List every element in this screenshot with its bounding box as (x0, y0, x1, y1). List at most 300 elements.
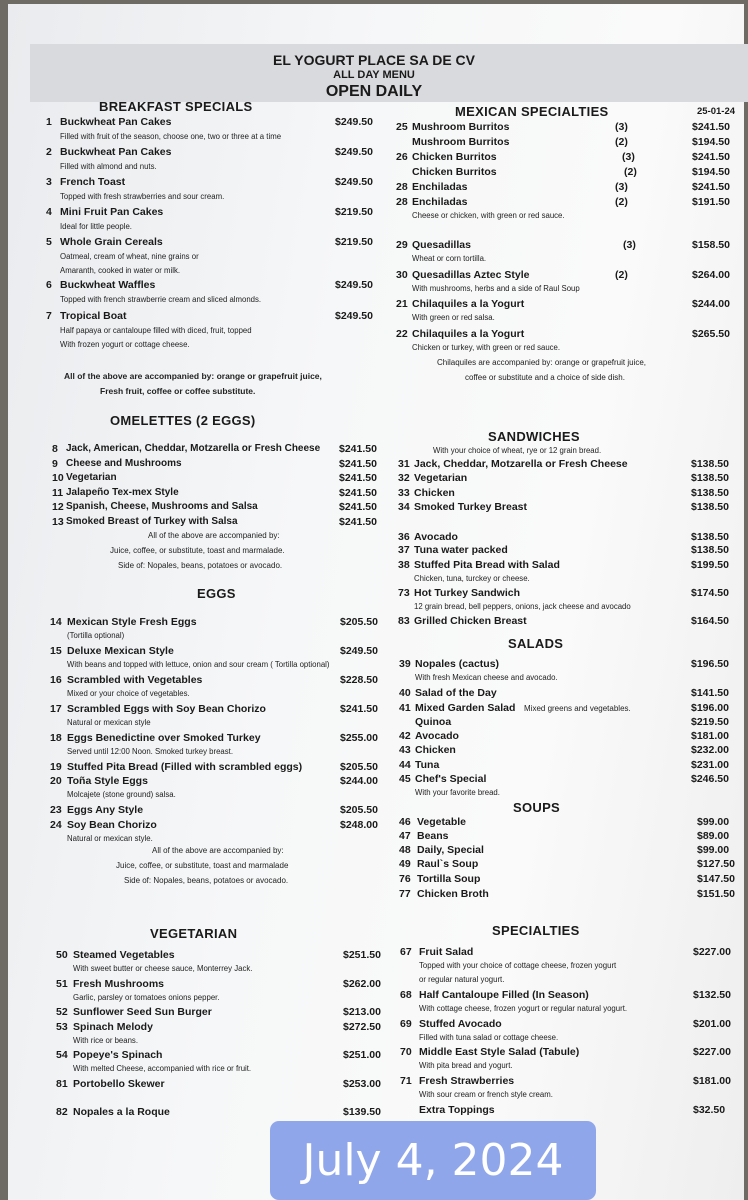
item-price: $246.50 (691, 773, 729, 785)
item-name: Daily, Special (417, 844, 484, 856)
item-name: Portobello Skewer (73, 1078, 165, 1090)
item-number: 2 (46, 146, 52, 158)
item-description: Filled with fruit of the season, choose one, two or three at a time (60, 132, 282, 141)
item-name: Fresh Mushrooms (73, 978, 165, 990)
item-number: 77 (399, 888, 411, 900)
item-price: $227.00 (693, 1046, 731, 1058)
menu-item (0, 674, 748, 688)
item-name: Scrambled with Vegetables (67, 674, 203, 686)
item-description: Natural or mexican style. (67, 834, 153, 843)
item-name: Vegetable (417, 816, 467, 828)
breakfast-note-2: Fresh fruit, coffee or coffee substitute. (100, 386, 256, 396)
item-price: $141.50 (691, 687, 729, 699)
item-price: $241.50 (339, 516, 377, 528)
item-price: $164.50 (691, 615, 729, 627)
item-price: $138.50 (691, 544, 729, 556)
item-price: $219.50 (335, 236, 373, 248)
item-description: With cottage cheese, frozen yogurt or regular natural yogurt. (419, 1004, 628, 1013)
item-number: 25 (396, 121, 408, 133)
breakfast-note-1: All of the above are accompanied by: orange or grapefruit juice, (64, 371, 322, 381)
menu-item (0, 687, 748, 701)
item-name: Soy Bean Chorizo (67, 819, 157, 831)
item-name: Mushroom Burritos (412, 121, 510, 133)
item-name: Tropical Boat (60, 310, 127, 322)
item-description: With your favorite bread. (415, 788, 500, 797)
item-price: $241.50 (339, 458, 377, 470)
item-price: $138.50 (691, 501, 729, 513)
item-number: 40 (399, 687, 411, 699)
item-number: 15 (50, 645, 62, 657)
item-description: Topped with fresh strawberries and sour cream. (60, 192, 225, 201)
item-number: 69 (400, 1018, 412, 1030)
item-quantity: (3) (615, 121, 628, 133)
item-name: Fresh Strawberries (419, 1075, 515, 1087)
item-description: With melted Cheese, accompanied with rice or fruit. (73, 1064, 252, 1073)
item-description: or regular natural yogurt. (419, 975, 505, 984)
item-number: 24 (50, 819, 62, 831)
item-price: $219.50 (335, 206, 373, 218)
item-price: $213.00 (343, 1006, 381, 1018)
menu-item (0, 531, 748, 545)
item-price: $249.50 (340, 645, 378, 657)
item-number: 36 (398, 531, 410, 543)
item-description: (Tortilla optional) (67, 631, 125, 640)
item-description: Garlic, parsley or tomatoes onions pepper. (73, 993, 220, 1002)
mexican-note-2: coffee or substitute and a choice of side dish. (465, 373, 625, 382)
menu-item (0, 615, 748, 629)
section-breakfast-title: BREAKFAST SPECIALS (99, 99, 253, 114)
item-price: $89.00 (697, 830, 730, 842)
item-price: $249.50 (335, 146, 373, 158)
item-name: Raul`s Soup (417, 858, 479, 870)
item-number: 3 (46, 176, 52, 188)
item-number: 4 (46, 206, 52, 218)
item-price: $253.00 (343, 1078, 381, 1090)
menu-item (0, 858, 748, 872)
item-price: $205.50 (340, 616, 378, 628)
item-price: $196.50 (691, 658, 729, 670)
item-name: Nopales a la Roque (73, 1106, 170, 1118)
item-quantity: (3) (615, 181, 628, 193)
item-name: Tortilla Soup (417, 873, 481, 885)
item-price: $249.50 (335, 176, 373, 188)
item-number: 5 (46, 236, 52, 248)
item-number: 11 (52, 487, 64, 499)
section-sandwiches-title: SANDWICHES (488, 429, 580, 444)
menu-item (0, 1046, 748, 1060)
item-price: $158.50 (692, 239, 730, 251)
item-description: Filled with tuna salad or cottage cheese. (419, 1033, 559, 1042)
menu-item (0, 946, 748, 960)
item-price: $138.50 (691, 487, 729, 499)
item-name: Eggs Benedictine over Smoked Turkey (67, 732, 261, 744)
menu-item (0, 1104, 748, 1118)
item-name: Fruit Salad (419, 946, 474, 958)
menu-item (0, 759, 748, 773)
item-number: 50 (56, 949, 68, 961)
menu-item (0, 298, 748, 312)
item-name: Avocado (415, 730, 459, 742)
item-price: $244.00 (692, 298, 730, 310)
item-description: Mixed or your choice of vegetables. (67, 689, 190, 698)
item-name: Nopales (cactus) (415, 658, 500, 670)
item-description: Topped with your choice of cottage cheese, frozen yogurt (419, 961, 617, 970)
item-description: With mushrooms, herbs and a side of Raul Soup (412, 284, 580, 293)
photo-date: July 4, 2024 (302, 1135, 564, 1186)
menu-item (0, 989, 748, 1003)
item-price: $232.00 (691, 744, 729, 756)
item-price: $205.50 (340, 804, 378, 816)
item-price: $272.50 (343, 1021, 381, 1033)
item-name: Chicken Burritos (412, 151, 497, 163)
item-price: $181.00 (691, 730, 729, 742)
item-description: Molcajete (stone ground) salsa. (67, 790, 176, 799)
item-number: 21 (396, 298, 408, 310)
item-name: Whole Grain Cereals (60, 236, 163, 248)
item-description: With fresh Mexican cheese and avocado. (415, 673, 558, 682)
item-name: Mixed Garden Salad (415, 702, 516, 714)
item-number: 76 (399, 873, 411, 885)
item-number: 39 (399, 658, 411, 670)
eggs-note-3: Side of: Nopales, beans, potatoes or avocado. (124, 876, 289, 885)
item-price: $151.50 (697, 888, 735, 900)
item-quantity: (2) (615, 196, 628, 208)
item-name: Tuna (415, 759, 440, 771)
item-name: Buckwheat Waffles (60, 279, 156, 291)
menu-item (0, 328, 748, 342)
item-price: $231.00 (691, 759, 729, 771)
item-price: $241.50 (339, 443, 377, 455)
item-number: 37 (398, 544, 410, 556)
item-price: $219.50 (691, 716, 729, 728)
item-number: 31 (398, 458, 410, 470)
item-description: Oatmeal, cream of wheat, nine grains or (60, 252, 199, 261)
item-name: Smoked Turkey Breast (414, 501, 528, 513)
item-number: 26 (396, 151, 408, 163)
menu-item (0, 458, 748, 472)
item-price: $194.50 (692, 166, 730, 178)
menu-item (0, 196, 748, 210)
item-description: Chicken, tuna, turckey or cheese. (414, 574, 530, 583)
item-name: Spanish, Cheese, Mushrooms and Salsa (66, 501, 258, 512)
omelettes-note-2: Juice, coffee, or substitute, toast and marmalade. (110, 546, 285, 555)
item-name: Toña Style Eggs (67, 775, 148, 787)
item-number: 45 (399, 773, 411, 785)
item-price: $32.50 (693, 1104, 726, 1116)
menu-item (0, 716, 748, 730)
item-number: 23 (50, 804, 62, 816)
item-description: 12 grain bread, bell peppers, onions, jack cheese and avocado (414, 602, 631, 611)
item-price: $241.50 (692, 151, 730, 163)
item-description: Cheese or chicken, with green or red sauce. (412, 211, 565, 220)
item-number: 17 (50, 703, 62, 715)
menu-item (0, 844, 748, 858)
item-name: Chef's Special (415, 773, 487, 785)
item-description: Filled with almond and nuts. (60, 162, 157, 171)
item-name: Quesadillas Aztec Style (412, 269, 530, 281)
menu-item (0, 744, 748, 758)
item-name: Spinach Melody (73, 1021, 153, 1033)
item-name: Avocado (414, 531, 458, 543)
menu-item (0, 658, 748, 672)
item-name: Mini Fruit Pan Cakes (60, 206, 164, 218)
item-number: 73 (398, 587, 410, 599)
item-name: Jack, American, Cheddar, Motzarella or Fresh Cheese (66, 443, 321, 454)
menu-item (0, 873, 748, 887)
item-name: Popeye's Spinach (73, 1049, 163, 1061)
menu-item (0, 645, 748, 659)
item-name: Quesadillas (412, 239, 471, 251)
item-number: 30 (396, 269, 408, 281)
item-name: Deluxe Mexican Style (67, 645, 174, 657)
item-price: $139.50 (343, 1106, 381, 1118)
item-name: Tuna water packed (414, 544, 508, 556)
item-name: Chicken (415, 744, 456, 756)
item-description: Wheat or corn tortilla. (412, 254, 487, 263)
menu-item (0, 544, 748, 558)
item-number: 22 (396, 328, 408, 340)
section-mexican-title: MEXICAN SPECIALTIES (455, 104, 609, 119)
item-number: 1 (46, 116, 52, 128)
section-omelettes-title: OMELETTES (2 EGGS) (110, 413, 256, 428)
item-name: Vegetarian (66, 472, 117, 483)
menu-item (0, 888, 748, 902)
item-number: 42 (399, 730, 411, 742)
item-price: $228.50 (340, 674, 378, 686)
item-price: $127.50 (697, 858, 735, 870)
item-name: Enchiladas (412, 181, 468, 193)
item-number: 44 (399, 759, 411, 771)
item-description: With frozen yogurt or cottage cheese. (60, 340, 190, 349)
item-price: $138.50 (691, 458, 729, 470)
item-number: 10 (52, 472, 64, 484)
item-name: Quinoa (415, 716, 452, 728)
menu-item (0, 1018, 748, 1032)
item-price: $265.50 (692, 328, 730, 340)
item-price: $241.50 (339, 472, 377, 484)
item-name: Middle East Style Salad (Tabule) (419, 1046, 580, 1058)
item-price: $147.50 (697, 873, 735, 885)
menu-item (0, 830, 748, 844)
item-number: 32 (398, 472, 410, 484)
item-name: Chilaquiles a la Yogurt (412, 298, 525, 310)
item-name: Sunflower Seed Sun Burger (73, 1006, 212, 1018)
item-name: Eggs Any Style (67, 804, 144, 816)
item-description: With beans and topped with lettuce, onion and sour cream ( Tortilla optional) (67, 660, 330, 669)
item-number: 38 (398, 559, 410, 571)
item-number: 81 (56, 1078, 68, 1090)
item-price: $132.50 (693, 989, 731, 1001)
item-number: 54 (56, 1049, 68, 1061)
menu-item (0, 166, 748, 180)
item-number: 18 (50, 732, 62, 744)
item-name: Beans (417, 830, 449, 842)
item-name: Buckwheat Pan Cakes (60, 146, 172, 158)
item-name: Mexican Style Fresh Eggs (67, 616, 197, 628)
item-name: Scrambled Eggs with Soy Bean Chorizo (67, 703, 266, 715)
item-number: 68 (400, 989, 412, 1001)
item-name: Jack, Cheddar, Motzarella or Fresh Cheese (414, 458, 628, 470)
eggs-note-2: Juice, coffee, or substitute, toast and marmalade (116, 861, 289, 870)
section-specialties-title: SPECIALTIES (492, 923, 580, 938)
item-number: 7 (46, 310, 52, 322)
item-name: Stuffed Avocado (419, 1018, 502, 1030)
item-price: $251.00 (343, 1049, 381, 1061)
menu-subtitle: ALL DAY MENU (333, 69, 415, 81)
item-price: $99.00 (697, 816, 730, 828)
item-price: $249.50 (335, 310, 373, 322)
item-price: $205.50 (340, 761, 378, 773)
item-name: Half Cantaloupe Filled (In Season) (419, 989, 589, 1001)
company-name: EL YOGURT PLACE SA DE CV (273, 52, 475, 68)
item-name: Chilaquiles a la Yogurt (412, 328, 525, 340)
item-price: $201.00 (693, 1018, 731, 1030)
menu-item (0, 730, 748, 744)
item-name: Chicken Broth (417, 888, 489, 900)
menu-item (0, 443, 748, 457)
date-code: 25-01-24 (697, 106, 736, 117)
section-eggs-title: EGGS (197, 586, 236, 601)
menu-item (0, 516, 748, 530)
item-price: $194.50 (692, 136, 730, 148)
item-quantity: (2) (615, 269, 628, 281)
item-number: 29 (396, 239, 408, 251)
menu-item (0, 816, 748, 830)
item-price: $241.50 (692, 181, 730, 193)
item-number: 67 (400, 946, 412, 958)
menu-item (0, 121, 748, 135)
item-description: Served until 12:00 Noon. Smoked turkey breast. (67, 747, 233, 756)
item-number: 14 (50, 616, 62, 628)
item-number: 49 (399, 858, 411, 870)
item-description: With green or red salsa. (412, 313, 495, 322)
menu-item (0, 487, 748, 501)
item-price: $199.50 (691, 559, 729, 571)
menu-item (0, 1075, 748, 1089)
item-price: $262.00 (343, 978, 381, 990)
item-name: Chicken (414, 487, 455, 499)
item-number: 34 (398, 501, 410, 513)
photo-date-badge (270, 1121, 596, 1200)
item-number: 43 (399, 744, 411, 756)
menu-item (0, 559, 748, 573)
item-price: $241.50 (339, 501, 377, 513)
item-description: Natural or mexican style (67, 718, 151, 727)
item-number: 6 (46, 279, 52, 291)
item-number: 19 (50, 761, 62, 773)
item-number: 47 (399, 830, 411, 842)
item-description: Topped with french strawberrie cream and sliced almonds. (60, 295, 262, 304)
item-description: Half papaya or cantaloupe filled with diced, fruit, topped (60, 326, 252, 335)
item-name: Cheese and Mushrooms (66, 458, 182, 469)
menu-item (0, 136, 748, 150)
item-number: 13 (52, 516, 64, 528)
item-price: $196.00 (691, 702, 729, 714)
item-quantity: (3) (622, 151, 635, 163)
item-number: 33 (398, 487, 410, 499)
menu-item (0, 310, 748, 324)
section-vegetarian-title: VEGETARIAN (150, 926, 238, 941)
section-salads-title: SALADS (508, 636, 564, 651)
item-name: Smoked Breast of Turkey with Salsa (66, 516, 238, 527)
item-price: $138.50 (691, 472, 729, 484)
menu-item (0, 269, 748, 283)
item-price: $251.50 (343, 949, 381, 961)
item-number: 70 (400, 1046, 412, 1058)
item-number: 71 (400, 1075, 412, 1087)
item-price: $264.00 (692, 269, 730, 281)
item-number: 53 (56, 1021, 68, 1033)
omelettes-note-3: Side of: Nopales, beans, potatoes or avocado. (118, 561, 283, 570)
item-number: 28 (396, 181, 408, 193)
item-price: $241.50 (340, 703, 378, 715)
item-description: With sweet butter or cheese sauce, Monterrey Jack. (73, 964, 253, 973)
sandwiches-subtitle: With your choice of wheat, rye or 12 grain bread. (433, 446, 602, 455)
item-price: $227.00 (693, 946, 731, 958)
eggs-note-1: All of the above are accompanied by: (152, 846, 284, 855)
item-price: $181.00 (693, 1075, 731, 1087)
item-price: $99.00 (697, 844, 730, 856)
item-number: 12 (52, 501, 64, 513)
item-number: 48 (399, 844, 411, 856)
item-name: French Toast (60, 176, 126, 188)
open-daily: OPEN DAILY (325, 83, 423, 100)
omelettes-note-1: All of the above are accompanied by: (148, 531, 280, 540)
menu-item (0, 239, 748, 253)
item-name: Stuffed Pita Bread (Filled with scrambled eggs) (67, 761, 303, 773)
menu-item (0, 151, 748, 165)
menu-item (0, 587, 748, 601)
item-price: $244.00 (340, 775, 378, 787)
menu-item (0, 501, 748, 515)
item-price: $241.50 (692, 121, 730, 133)
item-number: 28 (396, 196, 408, 208)
item-quantity: (2) (615, 136, 628, 148)
item-number: 83 (398, 615, 410, 627)
item-number: 8 (52, 443, 58, 455)
item-name: Chicken Burritos (412, 166, 497, 178)
menu-item (0, 773, 748, 787)
mexican-note-1: Chilaquiles are accompanied by: orange or grapefruit juice, (437, 358, 647, 367)
item-price: $241.50 (339, 487, 377, 499)
item-description: With rice or beans. (73, 1036, 138, 1045)
item-price: $249.50 (335, 279, 373, 291)
item-name: Mushroom Burritos (412, 136, 510, 148)
item-description: With pita bread and yogurt. (419, 1061, 513, 1070)
item-number: 82 (56, 1106, 68, 1118)
item-description: Amaranth, cooked in water or milk. (60, 266, 181, 275)
item-name: Steamed Vegetables (73, 949, 175, 961)
item-price: $191.50 (692, 196, 730, 208)
item-price: $138.50 (691, 531, 729, 543)
item-number: 52 (56, 1006, 68, 1018)
item-description: Ideal for little people. (60, 222, 132, 231)
item-name: Stuffed Pita Bread with Salad (414, 559, 560, 571)
item-name: Salad of the Day (415, 687, 497, 699)
item-name: Buckwheat Pan Cakes (60, 116, 172, 128)
item-quantity: (3) (623, 239, 636, 251)
item-price: $249.50 (335, 116, 373, 128)
item-price: $248.00 (340, 819, 378, 831)
item-number: 51 (56, 978, 68, 990)
item-name: Grilled Chicken Breast (414, 615, 527, 627)
item-name: Hot Turkey Sandwich (414, 587, 520, 599)
item-name: Jalapeño Tex-mex Style (66, 487, 179, 498)
menu-item (0, 181, 748, 195)
item-description: With sour cream or french style cream. (419, 1090, 553, 1099)
item-extra: Mixed greens and vegetables. (524, 704, 631, 713)
section-soups-title: SOUPS (513, 800, 561, 815)
